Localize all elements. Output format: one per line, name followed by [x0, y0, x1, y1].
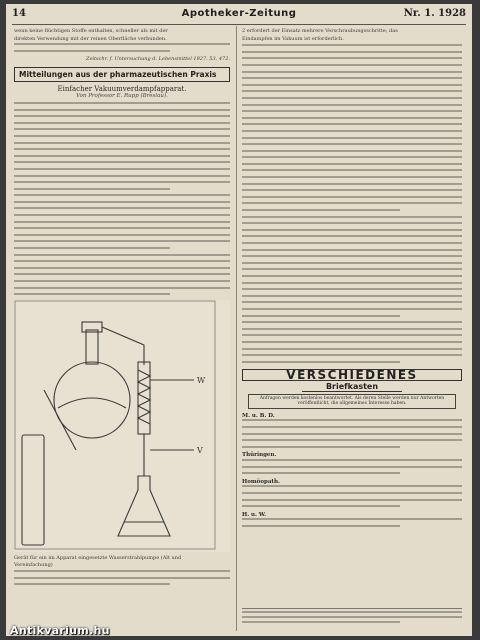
- column-divider: [236, 26, 237, 631]
- text-line: [14, 273, 230, 275]
- text-line: [14, 122, 230, 124]
- text-line: [14, 50, 170, 52]
- text-line: [14, 188, 170, 190]
- text-line: [14, 135, 230, 137]
- footnote-line: [242, 616, 462, 618]
- round-flask: [54, 362, 130, 438]
- text-line: [14, 254, 230, 256]
- text-line: [242, 176, 462, 178]
- text-line: [242, 275, 462, 277]
- subsection-heading: M. u. B. D.: [242, 412, 275, 419]
- text-line: [14, 570, 230, 572]
- caption-body: [14, 570, 230, 585]
- text-line: [14, 293, 170, 295]
- page-number: 14: [12, 8, 26, 19]
- watermark: Antikvarium.hu: [10, 624, 110, 637]
- condenser-coil: [138, 370, 150, 424]
- text-line: [242, 282, 462, 284]
- text-line: [14, 168, 230, 170]
- small-print-line: 2 erfordert der Einsatz mehrere Verschraubungsschritte; das: [242, 28, 398, 34]
- text-line: [242, 156, 462, 158]
- text-line: [242, 110, 462, 112]
- glass-cylinder: [22, 435, 44, 545]
- text-line: [242, 485, 462, 487]
- text-line: [242, 229, 462, 231]
- text-line: [14, 280, 230, 282]
- subsection-heading: Thüringen.: [242, 452, 277, 459]
- subsection-heading: Homöopath.: [242, 478, 280, 485]
- subsection-heading: H. u. W.: [242, 511, 267, 518]
- text-line: [14, 583, 170, 585]
- text-line: [242, 255, 462, 257]
- text-line: [242, 348, 462, 350]
- text-line: [14, 577, 230, 579]
- text-line: [242, 163, 462, 165]
- journal-title: Apotheker-Zeitung: [181, 8, 297, 19]
- text-line: [242, 222, 462, 224]
- small-print-line: Eindampfen im Vakuum ist erforderlich.: [242, 35, 344, 42]
- footnote-line: [242, 621, 400, 623]
- text-line: [14, 175, 230, 177]
- text-line: [14, 201, 230, 203]
- text-line: [242, 315, 400, 317]
- text-line: [242, 301, 462, 303]
- right-column: [242, 28, 462, 532]
- text-line: [14, 214, 230, 216]
- text-line: [14, 43, 230, 45]
- text-line: [14, 287, 230, 289]
- figure-label-w: W: [197, 375, 206, 385]
- text-line: [242, 71, 462, 73]
- text-line: [242, 419, 462, 421]
- text-line: [242, 137, 462, 139]
- text-line: [242, 492, 462, 494]
- newspaper-page: [6, 4, 472, 636]
- text-line: [242, 97, 462, 99]
- text-line: [242, 361, 400, 363]
- text-line: [14, 161, 230, 163]
- text-line: [242, 288, 462, 290]
- vacuum-apparatus-illustration: [14, 300, 230, 552]
- text-line: [242, 216, 462, 218]
- article-title: Einfacher Vakuumverdampfapparat.: [57, 84, 187, 93]
- text-line: [242, 130, 462, 132]
- text-line: [242, 183, 462, 185]
- text-line: [14, 267, 230, 269]
- text-line: [14, 142, 230, 144]
- text-line: [242, 209, 400, 211]
- text-line: [242, 249, 462, 251]
- text-line: [242, 308, 462, 310]
- text-line: [242, 150, 462, 152]
- intro-line: wenn keine flüchtigen Stoffe enthalten, schneller als mit der: [14, 28, 168, 34]
- briefkasten-note: Anfragen werden kostenlos beantwortet. Als deren Stelle werden nur Antworten veröffentlicht, die allgemeines Interesse haben.: [248, 394, 456, 409]
- issue-number: Nr. 1. 1928: [403, 8, 466, 19]
- text-line: [14, 109, 230, 111]
- text-line: [14, 247, 170, 249]
- text-line: [14, 102, 230, 104]
- text-line: [242, 262, 462, 264]
- page-header: [12, 8, 466, 25]
- text-line: [242, 354, 462, 356]
- text-line: [14, 221, 230, 223]
- text-line: [242, 499, 462, 501]
- footnotes: [242, 608, 462, 626]
- text-line: [242, 295, 462, 297]
- text-line: [14, 234, 230, 236]
- text-line: [242, 439, 462, 441]
- text-line: [14, 181, 230, 183]
- flask-liquid-line: [58, 398, 126, 408]
- text-line: [242, 64, 462, 66]
- flask-neck: [86, 330, 98, 364]
- text-line: [242, 268, 462, 270]
- article-body: [14, 102, 230, 295]
- caption-line: Vereinfachung): [14, 562, 53, 569]
- text-line: [14, 148, 230, 150]
- text-line: [14, 115, 230, 117]
- source-citation: Zeitschr. f. Untersuchung d. Lebensmittel 1927. 53, 472.: [85, 56, 230, 63]
- text-line: [242, 104, 462, 106]
- right-article-body: [242, 44, 462, 363]
- text-line: [242, 426, 462, 428]
- section-heading: Mitteilungen aus der pharmazeutischen Praxis: [14, 67, 230, 82]
- text-line: [242, 518, 462, 520]
- text-line: [14, 194, 230, 196]
- text-line: [242, 77, 462, 79]
- text-line: [242, 334, 462, 336]
- text-line: [242, 321, 462, 323]
- text-line: [242, 44, 462, 46]
- apparatus-figure: [14, 300, 230, 552]
- section-heading-verschiedenes: VERSCHIEDENES: [242, 369, 462, 382]
- text-line: [242, 117, 462, 119]
- intro-line: direkten Verwendung mit der reinen Oberfläche verbunden.: [14, 35, 167, 42]
- text-line: [14, 227, 230, 229]
- receiving-flask: [118, 476, 170, 536]
- text-line: [14, 155, 230, 157]
- left-column: [14, 28, 230, 590]
- text-line: [242, 466, 462, 468]
- caption-line: Gerät für ein im Apparat eingesetzte Wasserstrahlpumpe (Alt und: [14, 554, 182, 561]
- text-line: [242, 235, 462, 237]
- briefkasten-heading: Briefkasten: [302, 384, 402, 392]
- text-line: [242, 169, 462, 171]
- vapor-tube: [102, 327, 144, 365]
- text-line: [242, 472, 400, 474]
- figure-frame: [15, 301, 215, 549]
- text-line: [242, 196, 462, 198]
- footnote-line: [242, 611, 462, 613]
- text-line: [242, 84, 462, 86]
- text-line: [242, 433, 462, 435]
- text-line: [242, 90, 462, 92]
- text-line: [242, 57, 462, 59]
- text-line: [242, 143, 462, 145]
- article-author: Von Professor E. Rupp (Breslau).: [76, 92, 168, 99]
- text-line: [14, 260, 230, 262]
- text-line: [242, 51, 462, 53]
- text-line: [242, 189, 462, 191]
- text-line: [242, 446, 400, 448]
- text-line: [242, 525, 400, 527]
- text-line: [242, 328, 462, 330]
- text-line: [242, 341, 462, 343]
- text-line: [14, 128, 230, 130]
- text-line: [14, 207, 230, 209]
- text-line: [242, 242, 462, 244]
- text-line: [14, 240, 230, 242]
- text-line: [242, 123, 462, 125]
- figure-label-v: V: [197, 445, 203, 455]
- text-line: [242, 202, 462, 204]
- text-line: [242, 459, 462, 461]
- text-line: [242, 505, 400, 507]
